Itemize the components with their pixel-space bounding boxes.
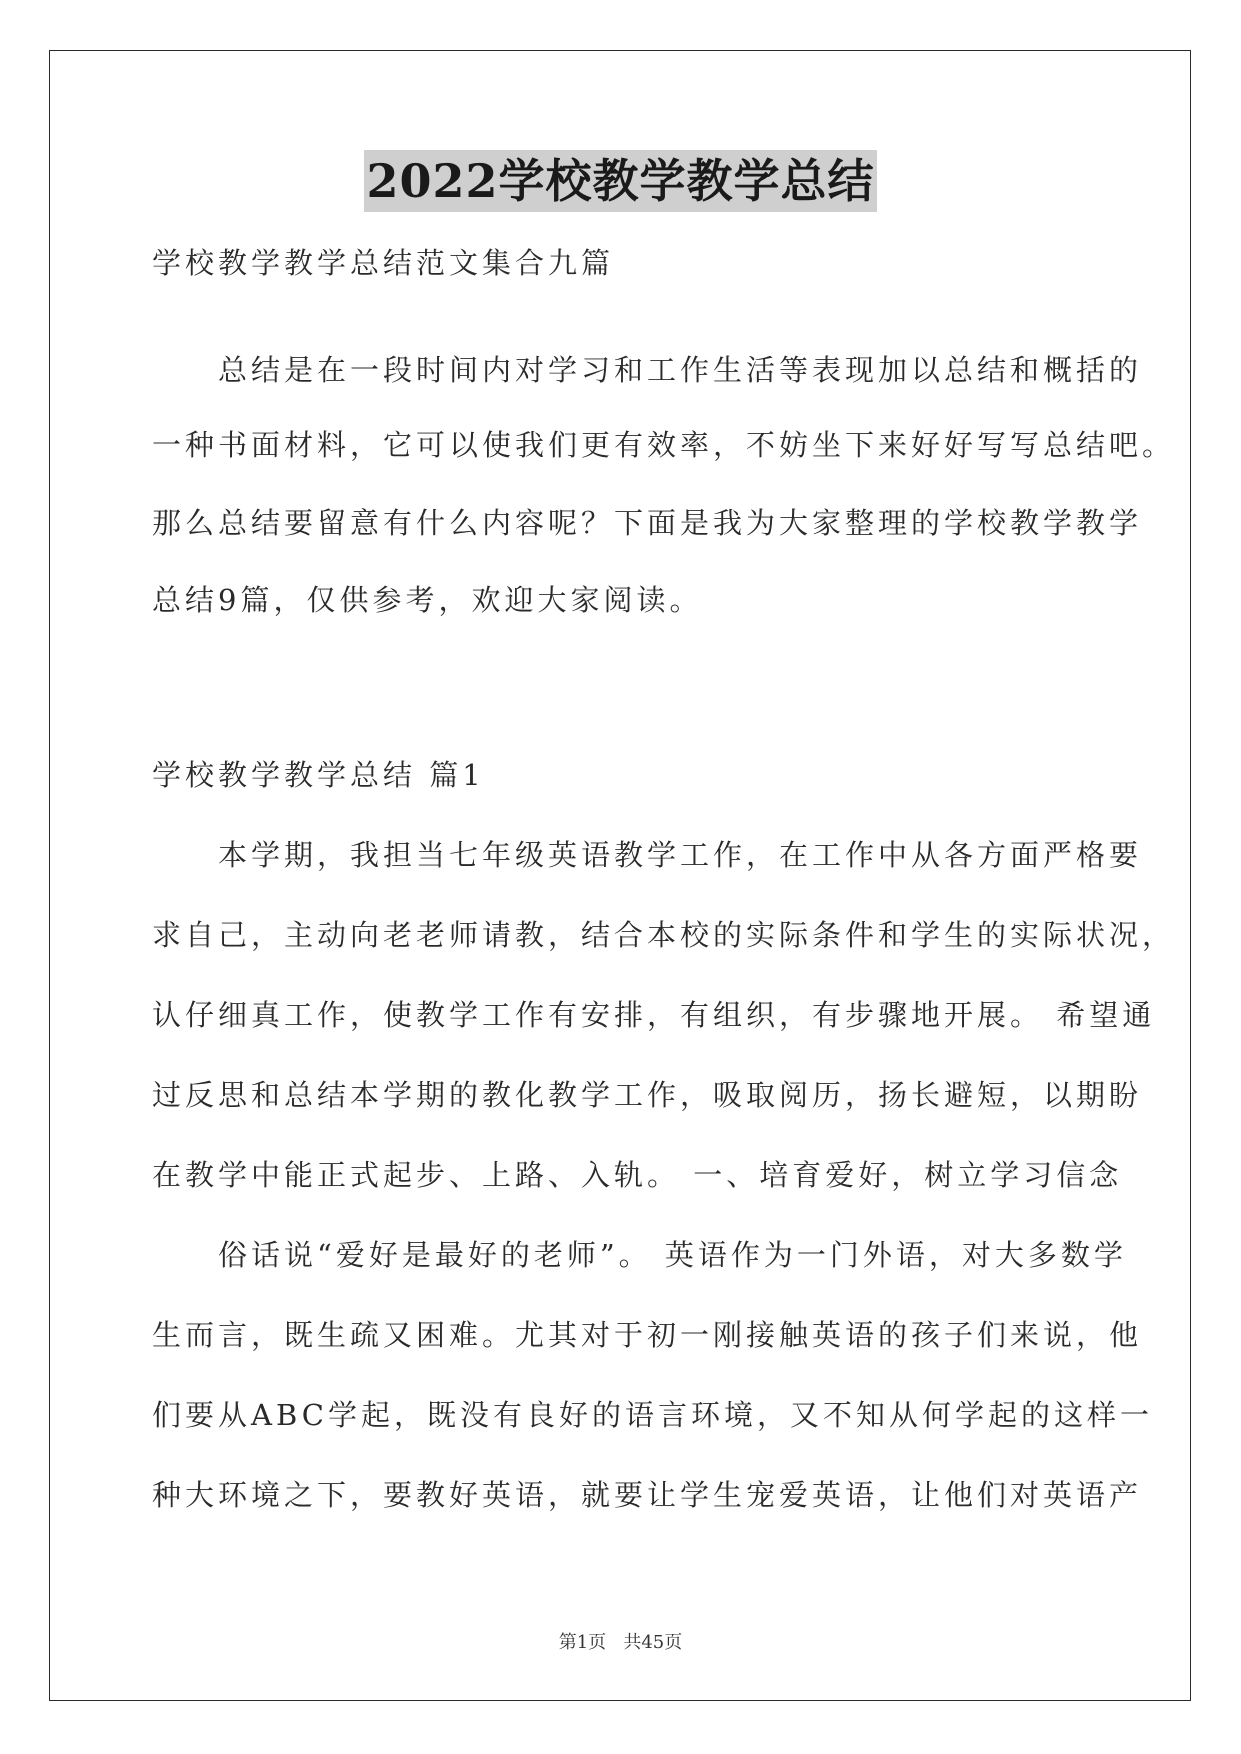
paragraph-line: 认仔细真工作，使教学工作有安排，有组织，有步骤地开展。 希望通 (152, 998, 1156, 1032)
paragraph-line: 在教学中能正式起步、上路、入轨。 一、培育爱好，树立学习信念 (152, 1158, 1123, 1192)
document-subtitle: 学校教学教学总结范文集合九篇 (152, 246, 615, 280)
paragraph-line: 一种书面材料，它可以使我们更有效率，不妨坐下来好好写写总结吧。 (152, 428, 1176, 462)
page-number-footer: 第1页 共45页 (558, 1632, 683, 1653)
paragraph-line: 本学期，我担当七年级英语教学工作，在工作中从各方面严格要 (152, 838, 1143, 872)
paragraph-line: 生而言，既生疏又困难。尤其对于初一刚接触英语的孩子们来说，他 (152, 1318, 1143, 1352)
title-container (0, 150, 1241, 212)
document-title: 2022学校教学教学总结 (364, 150, 876, 212)
page-border (49, 50, 1191, 1701)
paragraph-line: 总结9篇，仅供参考，欢迎大家阅读。 (152, 583, 703, 617)
paragraph-line: 那么总结要留意有什么内容呢？下面是我为大家整理的学校教学教学 (152, 506, 1143, 540)
paragraph-line: 们要从ABC学起，既没有良好的语言环境，又不知从何学起的这样一 (152, 1398, 1153, 1432)
paragraph-line: 过反思和总结本学期的教化教学工作，吸取阅历，扬长避短，以期盼 (152, 1078, 1143, 1112)
paragraph-line: 俗话说“爱好是最好的老师”。 英语作为一门外语，对大多数学 (152, 1238, 1127, 1272)
paragraph-line: 求自己，主动向老老师请教，结合本校的实际条件和学生的实际状况， (152, 918, 1176, 952)
section-heading: 学校教学教学总结 篇1 (152, 758, 485, 792)
paragraph-line: 总结是在一段时间内对学习和工作生活等表现加以总结和概括的 (152, 353, 1143, 387)
paragraph-line: 种大环境之下，要教好英语，就要让学生宠爱英语，让他们对英语产 (152, 1478, 1143, 1512)
